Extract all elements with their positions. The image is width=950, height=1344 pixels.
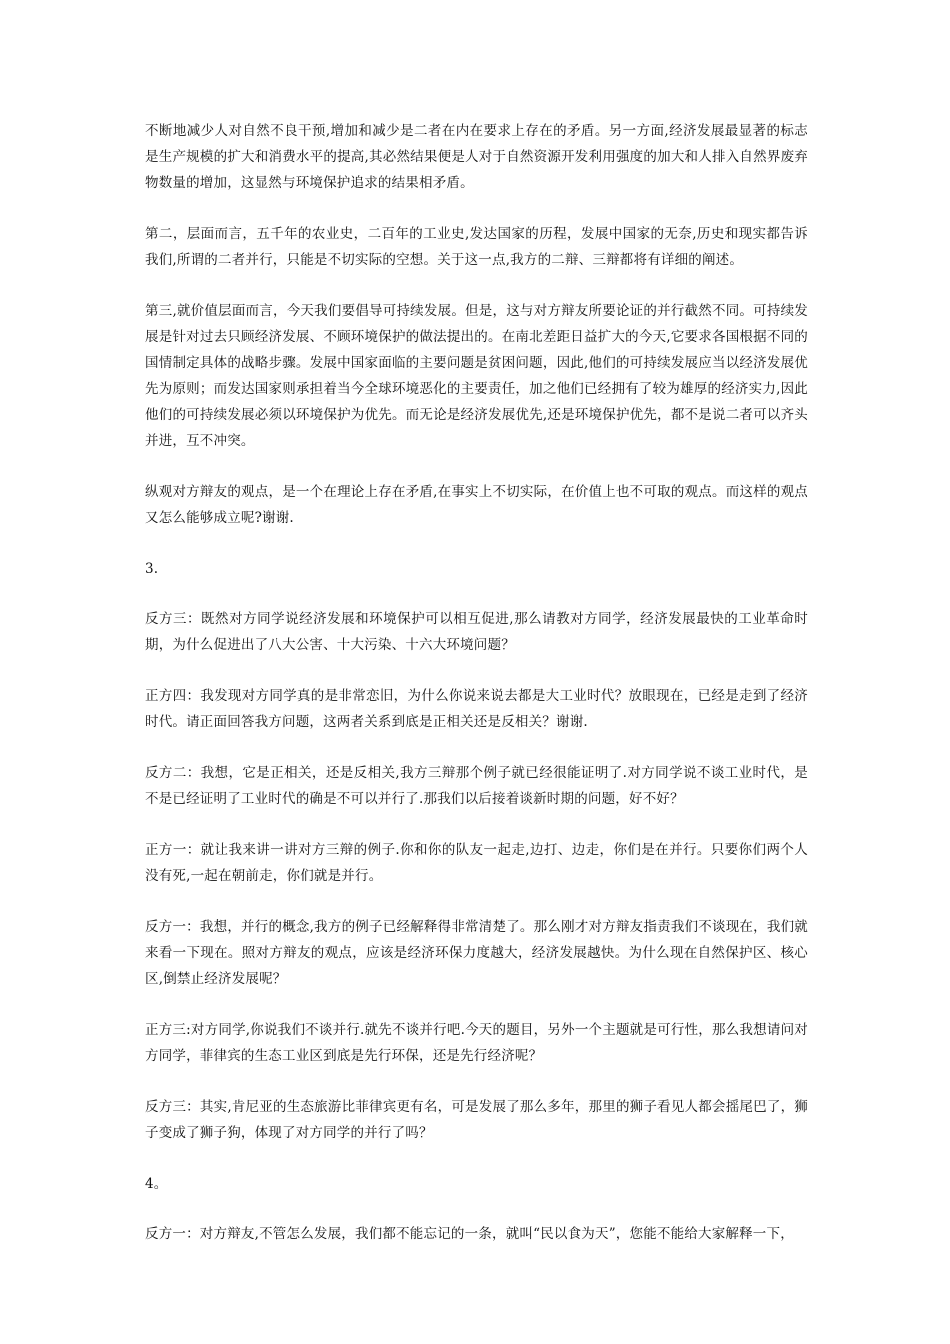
document-body	[145, 118, 808, 1272]
paragraph-con-one-question: 反方一：对方辩友,不管怎么发展，我们都不能忘记的一条，就叫“民以食为天”，您能不能给大家解释一下，	[145, 1226, 794, 1242]
paragraph-pro-four-reply: 正方四：我发现对方同学真的是非常恋旧，为什么你说来说去都是大工业时代？放眼现在，已经是走到了经济时代。请正面回答我方问题，这两者关系到底是正相关还是反相关？谢谢.	[145, 688, 808, 730]
paragraph-con-three-question: 反方三：既然对方同学说经济发展和环境保护可以相互促进,那么请教对方同学，经济发展最快的工业革命时期，为什么促进出了八大公害、十大污染、十六大环境问题？	[145, 611, 808, 653]
paragraph-pro-three-question: 正方三:对方同学,你说我们不谈并行.就先不谈并行吧.今天的题目，另外一个主题就是可行性，那么我想请问对方同学，菲律宾的生态工业区到底是先行环保，还是先行经济呢？	[145, 1022, 808, 1064]
paragraph-contradiction: 不断地减少人对自然不良干预,增加和减少是二者在内在要求上存在的矛盾。另一方面,经济发展最显著的标志是生产规模的扩大和消费水平的提高,其必然结果便是人对于自然资源开发利用强度的加大和人排入自然界废弃物数量的增加，这显然与环境保护追求的结果相矛盾。	[145, 123, 808, 191]
paragraph-con-one-reply: 反方一：我想，并行的概念,我方的例子已经解释得非常清楚了。那么刚才对方辩友指责我们不谈现在，我们就来看一下现在。照对方辩友的观点，应该是经济环保力度越大，经济发展越快。为什么现在自然保护区、核心区,倒禁止经济发展呢？	[145, 919, 808, 987]
paragraph-second-point: 第二，层面而言，五千年的农业史，二百年的工业史,发达国家的历程，发展中国家的无奈,历史和现实都告诉我们,所谓的二者并行，只能是不切实际的空想。关于这一点,我方的二辩、三辩都将有详细的阐述。	[145, 226, 808, 268]
paragraph-con-three-reply: 反方三：其实,肯尼亚的生态旅游比菲律宾更有名，可是发展了那么多年，那里的狮子看见人都会摇尾巴了，狮子变成了狮子狗，体现了对方同学的并行了吗？	[145, 1099, 808, 1141]
paragraph-third-point: 第三,就价值层面而言，今天我们要倡导可持续发展。但是，这与对方辩友所要论证的并行截然不同。可持续发展是针对过去只顾经济发展、不顾环境保护的做法提出的。在南北差距日益扩大的今天,它要求各国根据不同的国情制定具体的战略步骤。发展中国家面临的主要问题是贫困问题，因此,他们的可持续发展应当以经济发展优先为原则；而发达国家则承担着当今全球环境恶化的主要责任，加之他们已经拥有了较为雄厚的经济实力,因此他们的可持续发展必须以环境保护为优先。而无论是经济发展优先,还是环境保护优先，都不是说二者可以齐头并进，互不冲突。	[145, 303, 808, 449]
section-number-4: 4。	[145, 1176, 168, 1192]
paragraph-pro-one-reply: 正方一：就让我来讲一讲对方三辩的例子.你和你的队友一起走,边打、边走，你们是在并行。只要你们两个人没有死,一起在朝前走，你们就是并行。	[145, 842, 808, 884]
section-number-3: 3.	[145, 561, 159, 577]
paragraph-conclusion: 纵观对方辩友的观点，是一个在理论上存在矛盾,在事实上不切实际，在价值上也不可取的观点。而这样的观点又怎么能够成立呢?谢谢.	[145, 484, 808, 526]
paragraph-con-two-reply: 反方二：我想，它是正相关，还是反相关,我方三辩那个例子就已经很能证明了.对方同学说不谈工业时代，是不是已经证明了工业时代的确是不可以并行了.那我们以后接着谈新时期的问题，好不好？	[145, 765, 808, 807]
